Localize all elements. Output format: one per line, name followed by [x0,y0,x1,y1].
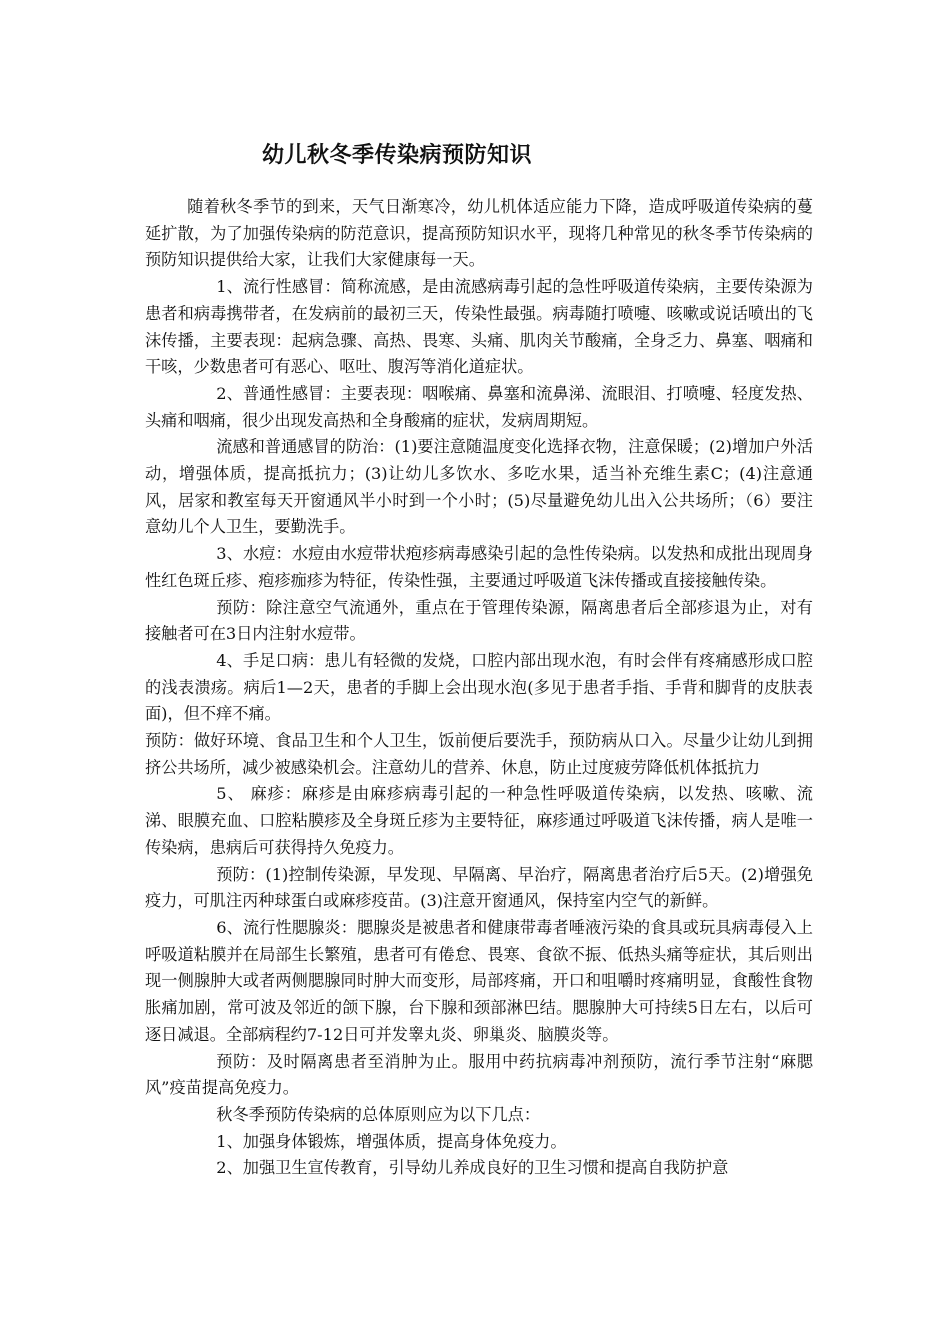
paragraph-chickenpox-prevention: 预防：除注意空气流通外，重点在于管理传染源，隔离患者后全部疹退为止，对有接触者可在3日内注射水痘带。 [145,597,813,644]
paragraph-hfmd-prevention: 预防：做好环境、食品卫生和个人卫生，饭前便后要洗手，预防病从口入。尽量少让幼儿到拥挤公共场所，减少被感染机会。注意幼儿的营养、休息，防止过度疲劳降低机体抵抗力 [145,731,813,777]
paragraph-mumps: 6、流行性腮腺炎：腮腺炎是被患者和健康带毒者唾液污染的食具或玩具病毒侵入上呼吸道粘膜并在局部生长繁殖，患者可有倦怠、畏寒、食欲不振、低热头痛等症状，其后则出现一侧腺肿大或者两侧腮腺同时肿大而变形，局部疼痛，开口和咀嚼时疼痛明显，食酸性食物胀痛加剧，常可波及邻近的颌下腺，台下腺和颈部淋巴结。腮腺肿大可持续5日左右，以后可逐日减退。全部病程约7-12日可并发睾丸炎、卵巢炎、脑膜炎等。 [145,917,813,1044]
paragraph-hfmd: 4、手足口病：患儿有轻微的发烧，口腔内部出现水泡，有时会伴有疼痛感形成口腔的浅表溃疡。病后1—2天，患者的手脚上会出现水泡(多见于患者手指、手背和脚背的皮肤表面)，但不痒不痛。 [145,650,813,724]
paragraph-principle-1: 1、加强身体锻炼，增强体质，提高身体免疫力。 [216,1131,567,1151]
intro-paragraph: 随着秋冬季节的到来，天气日渐寒冷，幼儿机体适应能力下降，造成呼吸道传染病的蔓延扩散，为了加强传染病的防范意识，提高预防知识水平，现将几种常见的秋冬季节传染病的预防知识提供给大家，让我们大家健康每一天。 [145,197,813,270]
paragraph-cold-prevention: 流感和普通感冒的防治：(1)要注意随温度变化选择衣物，注意保暖；(2)增加户外活动，增强体质，提高抵抗力；(3)让幼儿多饮水、多吃水果，适当补充维生素C；(4)注意通风，居家和教室每天开窗通风半小时到一个小时；(5)尽量避免幼儿出入公共场所；（6）要注意幼儿个人卫生，要勤洗手。 [145,437,813,537]
document-title: 幼儿秋冬季传染病预防知识 [262,143,533,168]
paragraph-mumps-prevention: 预防：及时隔离患者至消肿为止。服用中药抗病毒冲剂预防，流行季节注射“麻腮风”疫苗提高免疫力。 [145,1051,813,1098]
paragraph-measles: 5、 麻疹：麻疹是由麻疹病毒引起的一种急性呼吸道传染病，以发热、咳嗽、流涕、眼膜充血、口腔粘膜疹及全身斑丘疹为主要特征，麻疹通过呼吸道飞沫传播，病人是唯一传染病，患病后可获得持久免疫力。 [145,784,813,857]
paragraph-influenza: 1、流行性感冒：简称流感，是由流感病毒引起的急性呼吸道传染病，主要传染源为患者和病毒携带者，在发病前的最初三天，传染性最强。病毒随打喷嚏、咳嗽或说话喷出的飞沫传播，主要表现：起病急骤、高热、畏寒、头痛、肌肉关节酸痛，全身乏力、鼻塞、咽痛和干咳，少数患者可有恶心、呕吐、腹泻等消化道症状。 [145,277,813,377]
paragraph-principles-heading: 秋冬季预防传染病的总体原则应为以下几点： [216,1104,541,1124]
document-body [145,194,813,1182]
paragraph-chickenpox: 3、水痘：水痘由水痘带状疱疹病毒感染引起的急性传染病。以发热和成批出现周身性红色斑丘疹、疱疹痂疹为特征，传染性强，主要通过呼吸道飞沫传播或直接接触传染。 [145,544,813,590]
paragraph-principle-2: 2、加强卫生宣传教育，引导幼儿养成良好的卫生习惯和提高自我防护意 [216,1158,729,1178]
paragraph-common-cold: 2、普通性感冒：主要表现：咽喉痛、鼻塞和流鼻涕、流眼泪、打喷嚏、轻度发热、头痛和咽痛，很少出现发高热和全身酸痛的症状，发病周期短。 [145,383,813,430]
paragraph-measles-prevention: 预防：(1)控制传染源，早发现、早隔离、早治疗，隔离患者治疗后5天。(2)增强免疫力，可肌注丙种球蛋白或麻疹疫苗。(3)注意开窗通风，保持室内空气的新鲜。 [145,864,813,911]
